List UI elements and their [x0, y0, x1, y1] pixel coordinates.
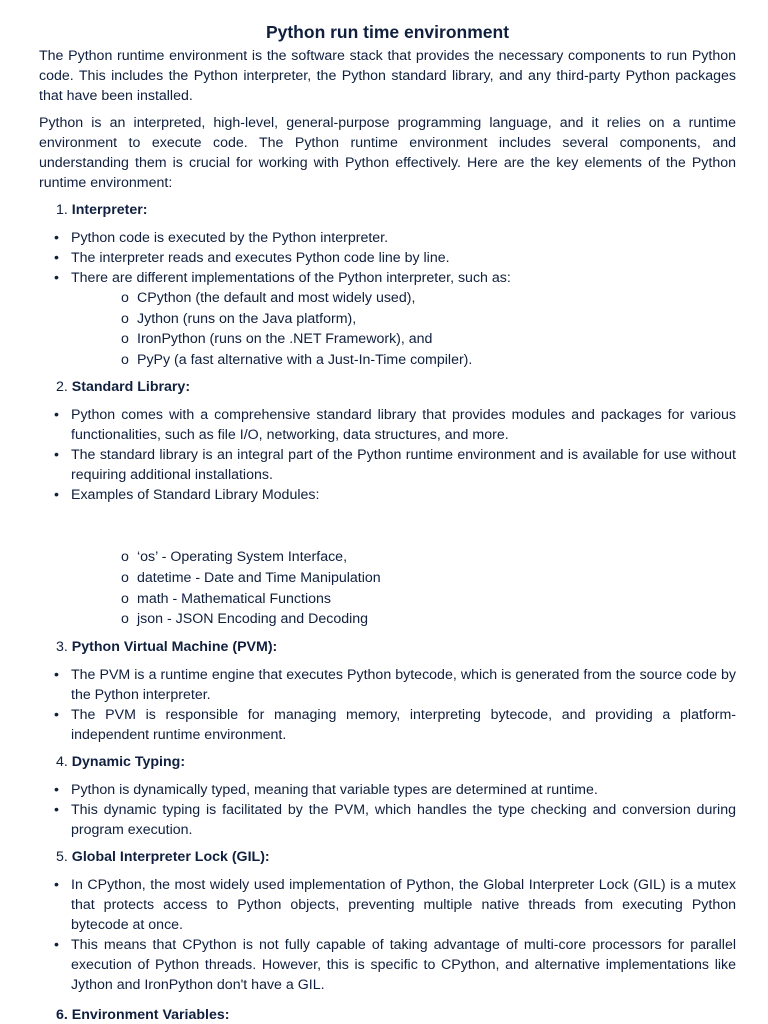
- list-item: • The PVM is a runtime engine that executes Python bytecode, which is generated from the source code by the Python interpreter.: [39, 665, 736, 705]
- section-number: 6.: [56, 1006, 68, 1023]
- document-title: Python run time environment: [265, 22, 510, 42]
- sub-list-item: o IronPython (runs on the .NET Framework), and: [121, 329, 736, 350]
- section-environment-variables-heading: [39, 1005, 736, 1024]
- section-gil-heading: [39, 847, 736, 867]
- section-standard-library-heading: [39, 377, 736, 397]
- document-body: [39, 20, 736, 1024]
- section-title: Environment Variables:: [71, 1006, 230, 1023]
- section-number: 3.: [56, 638, 68, 655]
- section-title: Global Interpreter Lock (GIL):: [71, 848, 270, 865]
- interpreter-implementations-list: [71, 288, 736, 370]
- sub-list-item: o ‘os’ - Operating System Interface,: [121, 547, 736, 568]
- list-item: • Python code is executed by the Python interpreter.: [39, 228, 736, 248]
- section-number: 1.: [56, 202, 68, 218]
- sub-list-item: o datetime - Date and Time Manipulation: [121, 568, 736, 589]
- section-pvm-heading: [39, 637, 736, 657]
- list-item: • This dynamic typing is facilitated by the PVM, which handles the type checking and conversion during program execution.: [39, 800, 736, 840]
- sub-list-item: o Jython (runs on the Java platform),: [121, 309, 736, 330]
- section-title: Python Virtual Machine (PVM):: [71, 638, 278, 655]
- list-item: • Python comes with a comprehensive standard library that provides modules and packages for various functionalities, such as file I/O, networking, data structures, and more.: [39, 405, 736, 445]
- list-item: • This means that CPython is not fully capable of taking advantage of multi-core processors for parallel execution of Python threads. However, this is specific to CPython, and alternative implementations like Jython and IronPython don't have a GIL.: [39, 935, 736, 995]
- section-title: Dynamic Typing:: [71, 753, 186, 770]
- section-number: 4.: [56, 753, 68, 770]
- list-item: • The interpreter reads and executes Python code line by line.: [39, 248, 736, 268]
- section-number: 2.: [56, 379, 68, 396]
- list-item-text: Examples of Standard Library Modules:: [71, 487, 320, 504]
- section-interpreter-list: [39, 228, 736, 370]
- list-item-text: There are different implementations of the Python interpreter, such as:: [71, 270, 511, 286]
- section-standard-library-list: [39, 405, 736, 629]
- sub-list-item: o math - Mathematical Functions: [121, 589, 736, 610]
- list-item: • The PVM is responsible for managing memory, interpreting bytecode, and providing a platform-independent runtime environment.: [39, 705, 736, 745]
- section-pvm-list: [39, 665, 736, 745]
- section-interpreter-heading: [39, 200, 736, 220]
- intro-paragraph-2: Python is an interpreted, high-level, general-purpose programming language, and it relies on a runtime environment to execute code. The Python runtime environment includes several components, and understanding them is crucial for working with Python effectively. Here are the key elements of the Python runtime environment:: [39, 115, 736, 191]
- sub-list-item: o CPython (the default and most widely used),: [121, 288, 736, 309]
- list-item: [39, 268, 736, 370]
- list-item: • The standard library is an integral part of the Python runtime environment and is available for use without requiring additional installations.: [39, 445, 736, 485]
- sub-list-item: o PyPy (a fast alternative with a Just-In-Time compiler).: [121, 350, 736, 371]
- intro-paragraph-1: The Python runtime environment is the software stack that provides the necessary components to run Python code. This includes the Python interpreter, the Python standard library, and any third-party Python packages that have been installed.: [39, 48, 736, 104]
- section-number: 5.: [56, 848, 68, 865]
- standard-library-modules-list: [71, 547, 736, 629]
- list-item: • In CPython, the most widely used implementation of Python, the Global Interpreter Lock (GIL) is a mutex that protects access to Python objects, preventing multiple native threads from executing Python bytecode at once.: [39, 875, 736, 935]
- spacer: [71, 505, 736, 547]
- sub-list-item: o json - JSON Encoding and Decoding: [121, 609, 736, 630]
- section-gil-list: [39, 875, 736, 995]
- section-title: Interpreter:: [71, 202, 148, 218]
- section-dynamic-typing-list: [39, 780, 736, 840]
- list-item: [39, 485, 736, 629]
- section-title: Standard Library:: [71, 379, 191, 396]
- section-dynamic-typing-heading: [39, 752, 736, 772]
- list-item: • Python is dynamically typed, meaning that variable types are determined at runtime.: [39, 780, 736, 800]
